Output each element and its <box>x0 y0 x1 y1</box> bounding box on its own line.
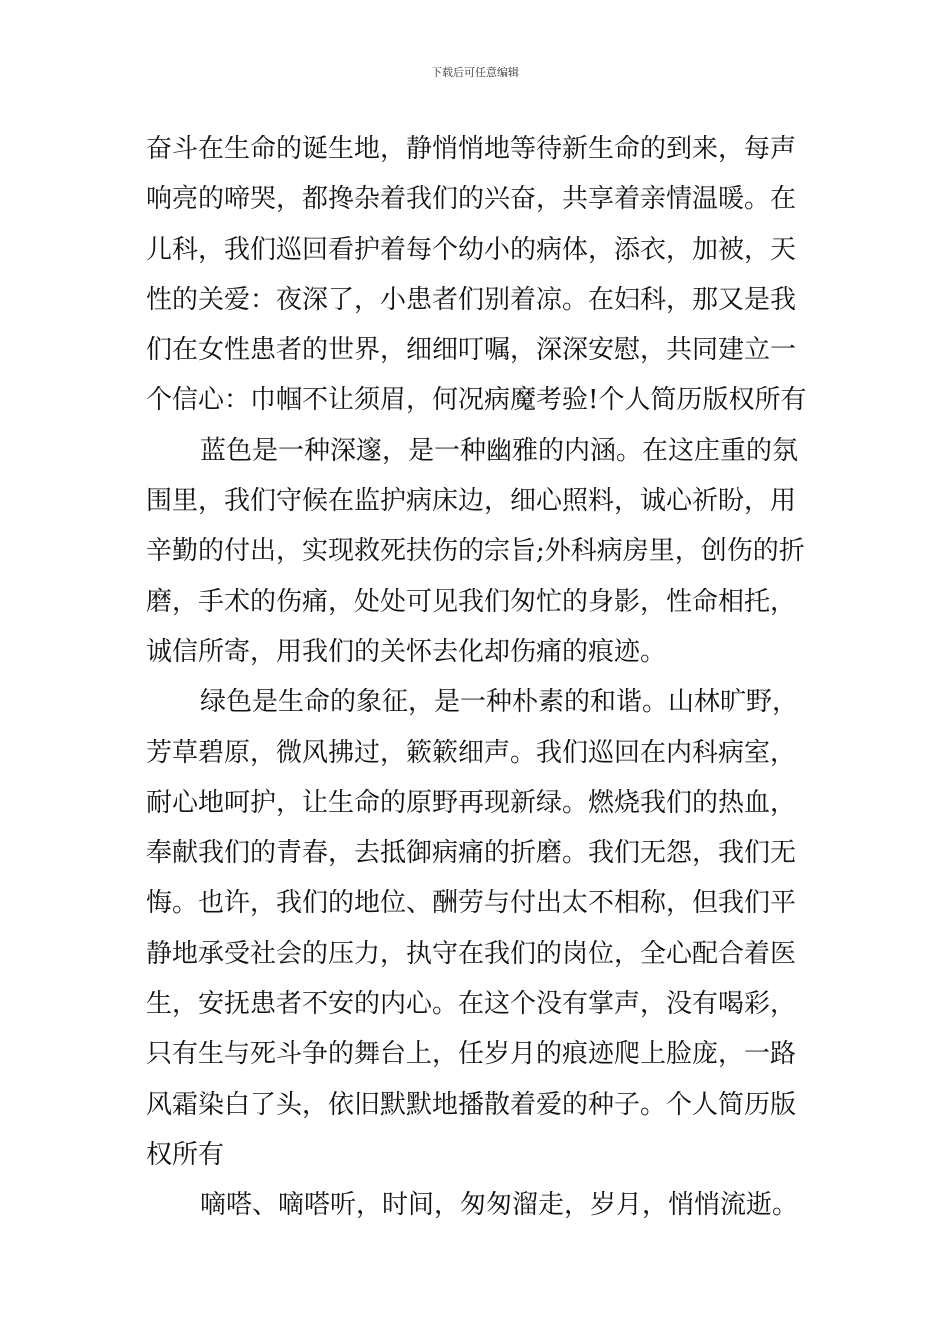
text-line: 静地承受社会的压力，执守在我们的岗位，全心配合着医 <box>146 938 797 969</box>
text-line: 磨，手术的伤痛，处处可见我们匆忙的身影，性命相托， <box>146 586 797 617</box>
text-line: 们在女性患者的世界，细细叮嘱，深深安慰，共同建立一 <box>146 335 797 366</box>
text-line: 生，安抚患者不安的内心。在这个没有掌声，没有喝彩， <box>146 989 797 1020</box>
paragraph-start-line: 绿色是生命的象征，是一种朴素的和谐。山林旷野， <box>200 687 799 718</box>
text-line: 围里，我们守候在监护病床边，细心照料，诚心祈盼，用 <box>146 486 797 517</box>
text-line: 响亮的啼哭，都搀杂着我们的兴奋，共享着亲情温暖。在 <box>146 184 797 215</box>
text-line: 只有生与死斗争的舞台上，任岁月的痕迹爬上脸庞，一路 <box>146 1039 797 1070</box>
paragraph-start-line: 蓝色是一种深邃，是一种幽雅的内涵。在这庄重的氛 <box>200 435 799 466</box>
text-line: 奋斗在生命的诞生地，静悄悄地等待新生命的到来，每声 <box>146 134 797 164</box>
text-line: 性的关爱：夜深了，小患者们别着凉。在妇科，那又是我 <box>146 284 797 315</box>
text-line: 悔。也许，我们的地位、酬劳与付出太不相称，但我们平 <box>146 888 797 919</box>
text-line: 芳草碧原，微风拂过，簌簌细声。我们巡回在内科病室， <box>146 737 797 768</box>
text-line: 奉献我们的青春，去抵御病痛的折磨。我们无怨，我们无 <box>146 838 797 869</box>
text-line: 权所有 <box>146 1139 225 1170</box>
text-line: 儿科，我们巡回看护着每个幼小的病体，添衣，加被，天 <box>146 234 797 265</box>
text-line: 耐心地呵护，让生命的原野再现新绿。燃烧我们的热血， <box>146 787 797 818</box>
page-header: 下载后可任意编辑 <box>431 66 519 79</box>
text-line: 风霜染白了头，依旧默默地播散着爱的种子。个人简历版 <box>146 1089 797 1120</box>
text-line: 辛勤的付出，实现救死扶伤的宗旨;外科病房里，创伤的折 <box>146 536 805 567</box>
text-line: 个信心：巾帼不让须眉，何况病魔考验!个人简历版权所有 <box>146 385 807 416</box>
text-line: 诚信所寄，用我们的关怀去化却伤痛的痕迹。 <box>146 636 667 667</box>
body-text <box>146 124 816 1231</box>
paragraph-start-line: 嘀嗒、嘀嗒听，时间，匆匆溜走，岁月，悄悄流逝。 <box>200 1190 799 1221</box>
